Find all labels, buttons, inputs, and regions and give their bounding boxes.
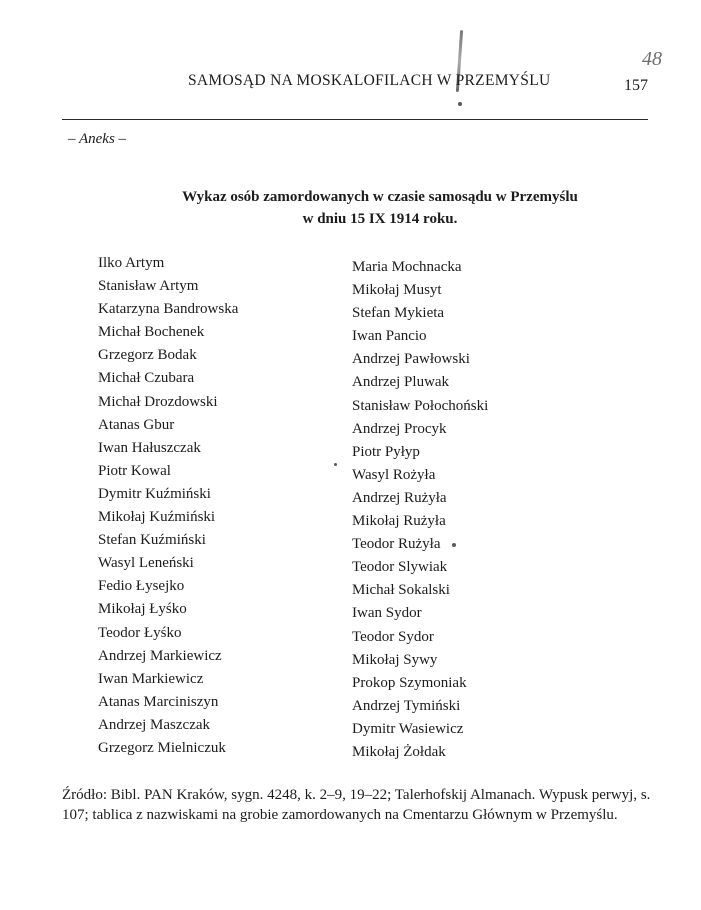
name-list-item: Mikołaj Sywy <box>352 651 438 668</box>
list-title-line-2: w dniu 15 IX 1914 roku. <box>302 211 458 227</box>
name-list-item: Mikołaj Musyt <box>352 282 442 299</box>
name-list-item: Andrzej Tymiński <box>352 697 461 714</box>
name-list-item: Michał Bochenek <box>98 324 205 341</box>
name-list-item: Andrzej Procyk <box>352 420 447 437</box>
name-list-item: Dymitr Kuźmiński <box>98 485 211 502</box>
name-list-item: Iwan Hałuszczak <box>98 439 201 456</box>
name-list-item: Piotr Pyłyp <box>352 443 420 460</box>
name-list-item: Mikołaj Żołdak <box>352 743 446 760</box>
name-list-item: Iwan Markiewicz <box>98 670 204 687</box>
name-list-item: Michał Drozdowski <box>98 393 218 410</box>
name-list-item: Mikołaj Łyśko <box>98 601 187 618</box>
name-list-item: Stanisław Połochoński <box>352 397 489 414</box>
name-list-item: Michał Sokalski <box>352 582 450 599</box>
name-list-item: Mikołaj Kuźmiński <box>98 509 216 526</box>
name-list-item: Ilko Artym <box>98 255 165 271</box>
list-title <box>100 186 660 230</box>
name-list-item: Andrzej Pawłowski <box>352 351 470 368</box>
section-label: – Aneks – <box>68 131 127 147</box>
names-list-left <box>98 252 238 760</box>
name-list-item: Grzegorz Bodak <box>98 347 197 364</box>
scan-dot-mark <box>458 102 462 106</box>
name-list-item: Grzegorz Mielniczuk <box>98 739 226 756</box>
name-list-item: Atanas Marciniszyn <box>98 693 219 710</box>
header-rule <box>62 119 648 120</box>
name-list-item: Iwan Sydor <box>352 605 422 622</box>
name-list-item: Prokop Szymoniak <box>352 674 467 691</box>
name-list-item: Andrzej Pluwak <box>352 374 450 391</box>
name-list-item: Teodor Slywiak <box>352 559 448 576</box>
name-list-item: Teodor Sydor <box>352 628 434 645</box>
name-list-item: Iwan Pancio <box>352 328 427 345</box>
name-list-item: Teodor Rużyła <box>352 536 441 553</box>
handwritten-page-number: 48 <box>642 48 662 70</box>
name-list-item: Teodor Łyśko <box>98 624 182 641</box>
name-list-item: Fedio Łysejko <box>98 578 185 595</box>
source-note: Źródło: Bibl. PAN Kraków, sygn. 4248, k. 2–9, 19–22; Talerhofskij Almanach. Wypusk perwyj, s. 107; tablica z nazwiskami na grobie zamordowanych na Cmentarzu Głównym w Przemyślu. <box>62 787 651 823</box>
name-list-item: Piotr Kowal <box>98 462 171 479</box>
name-list-item: Stanisław Artym <box>98 278 199 295</box>
name-list-item: Maria Mochnacka <box>352 259 462 275</box>
name-list-item: Dymitr Wasiewicz <box>352 720 464 737</box>
scan-dot-mark <box>334 463 337 466</box>
name-list-item: Andrzej Maszczak <box>98 716 211 733</box>
name-list-item: Michał Czubara <box>98 370 195 387</box>
page-number: 157 <box>624 77 648 94</box>
name-list-item: Wasyl Rożyła <box>352 466 436 483</box>
name-list-item: Andrzej Rużyła <box>352 489 447 506</box>
name-list-item: Atanas Gbur <box>98 416 175 433</box>
names-list-right <box>352 256 488 764</box>
running-header-title: SAMOSĄD NA MOSKALOFILACH W PRZEMYŚLU <box>188 72 551 89</box>
name-list-item: Stefan Kuźmiński <box>98 532 206 549</box>
name-list-item: Stefan Mykieta <box>352 305 445 322</box>
list-title-line-1: Wykaz osób zamordowanych w czasie samosądu w Przemyślu <box>182 189 578 205</box>
name-list-item: Mikołaj Rużyła <box>352 513 446 530</box>
name-list-item: Andrzej Markiewicz <box>98 647 222 664</box>
name-list-item: Katarzyna Bandrowska <box>98 301 239 318</box>
name-list-item: Wasyl Leneński <box>98 555 194 572</box>
